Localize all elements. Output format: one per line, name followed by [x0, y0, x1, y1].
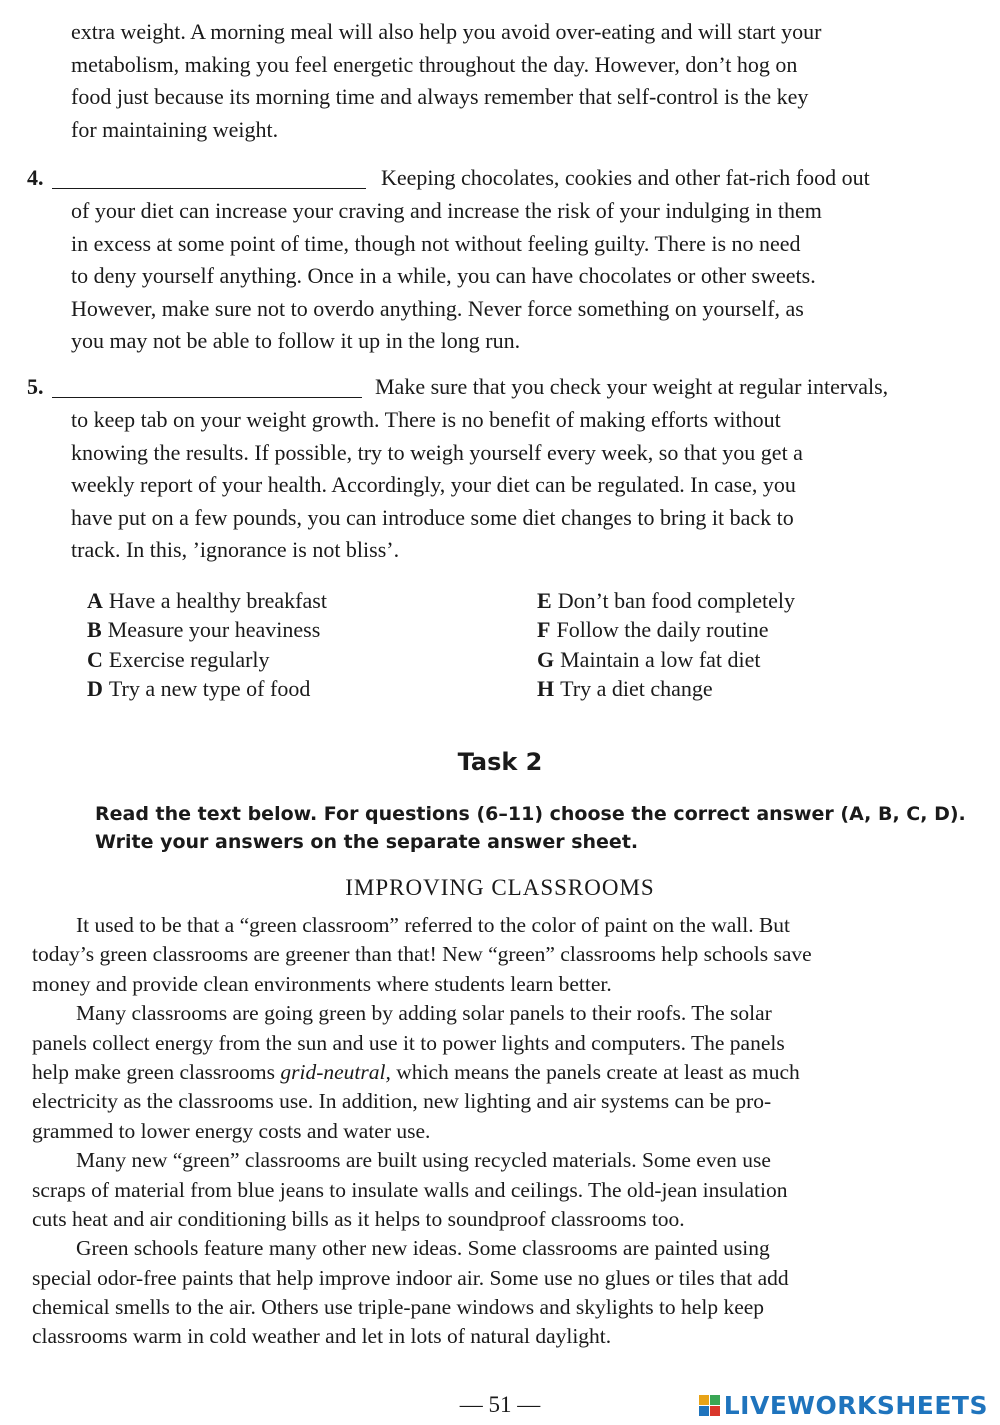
- option-d: D Try a new type of food: [87, 676, 311, 702]
- question-5-number: 5.: [27, 374, 44, 399]
- options-left-column: [87, 586, 327, 704]
- article-line: chemical smells to the air. Others use triple-pane windows and skylights to help keep: [32, 1295, 765, 1320]
- article-line: cuts heat and air conditioning bills as it helps to soundproof classrooms too.: [32, 1206, 685, 1231]
- article-line: help make green classrooms grid-neutral, which means the panels create at least as much: [32, 1059, 800, 1084]
- option-h: H Try a diet change: [537, 676, 713, 702]
- text-line: for maintaining weight.: [71, 116, 279, 142]
- text-line: in excess at some point of time, though not without feeling guilty. There is no need: [71, 230, 801, 256]
- grid-neutral-term: grid-neutral,: [280, 1059, 391, 1084]
- article-line: panels collect energy from the sun and use it to power lights and computers. The panels: [32, 1030, 785, 1055]
- text-line: track. In this, ’ignorance is not bliss’.: [71, 537, 400, 563]
- question-4-answer-blank[interactable]: [52, 188, 366, 189]
- article-line: scraps of material from blue jeans to insulate walls and ceilings. The old-jean insulation: [32, 1177, 788, 1202]
- question-4-paragraph: [71, 195, 965, 358]
- option-c: C Exercise regularly: [87, 646, 270, 672]
- text-line: weekly report of your health. Accordingly, your diet can be regulated. In case, you: [71, 472, 796, 498]
- text-line: you may not be able to follow it up in the long run.: [71, 328, 521, 354]
- article-line: Many classrooms are going green by adding solar panels to their roofs. The solar: [76, 1001, 772, 1026]
- option-e: E Don’t ban food completely: [537, 588, 795, 613]
- question-5-paragraph: [71, 404, 965, 567]
- instruction-line: Read the text below. For questions (6–11) choose the correct answer (A, B, C, D).: [95, 803, 966, 825]
- text-line: extra weight. A morning meal will also help you avoid over-eating and will start your: [71, 19, 822, 44]
- article-line: today’s green classrooms are greener than that! New “green” classrooms help schools save: [32, 942, 812, 967]
- logo-text: LIVEWORKSHEETS: [723, 1390, 988, 1420]
- article-title: IMPROVING CLASSROOMS: [345, 875, 655, 900]
- task-2-title: Task 2: [457, 748, 543, 776]
- task-2-instructions: [95, 800, 975, 856]
- text-line: metabolism, making you feel energetic throughout the day. However, don’t hog on: [71, 51, 798, 77]
- article-line: special odor-free paints that help improve indoor air. Some use no glues or tiles that add: [32, 1265, 789, 1290]
- question-5-first-line: Make sure that you check your weight at regular intervals,: [375, 374, 889, 399]
- article-body: [32, 911, 970, 1352]
- intro-paragraph: [71, 16, 965, 146]
- article-line: grammed to lower energy costs and water use.: [32, 1118, 431, 1143]
- article-line: money and provide clean environments where students learn better.: [32, 971, 612, 996]
- page-number: — 51 —: [459, 1392, 541, 1417]
- question-4-number: 4.: [27, 165, 44, 190]
- question-5-answer-blank[interactable]: [52, 397, 362, 398]
- option-a: A Have a healthy breakfast: [87, 588, 327, 613]
- options-right-column: [537, 586, 795, 704]
- option-g: G Maintain a low fat diet: [537, 646, 761, 672]
- text-line: of your diet can increase your craving and increase the risk of your indulging in them: [71, 198, 822, 223]
- text-line: However, make sure not to overdo anything. Never force something on yourself, as: [71, 295, 804, 321]
- text-line: to deny yourself anything. Once in a while, you can have chocolates or other sweets.: [71, 263, 816, 289]
- text-line: food just because its morning time and always remember that self-control is the key: [71, 84, 809, 110]
- logo-grid-icon: [699, 1395, 720, 1416]
- instruction-line: Write your answers on the separate answer sheet.: [95, 831, 639, 853]
- article-line: It used to be that a “green classroom” referred to the color of paint on the wall. But: [76, 913, 791, 937]
- option-f: F Follow the daily routine: [537, 617, 769, 643]
- text-line: have put on a few pounds, you can introduce some diet changes to bring it back to: [71, 504, 794, 530]
- article-line: electricity as the classrooms use. In addition, new lighting and air systems can be pro-: [32, 1089, 772, 1114]
- question-4-first-line: Keeping chocolates, cookies and other fat-rich food out: [381, 165, 870, 190]
- text-line: to keep tab on your weight growth. There is no benefit of making efforts without: [71, 407, 781, 432]
- article-line: Green schools feature many other new ideas. Some classrooms are painted using: [76, 1236, 770, 1261]
- option-b: B Measure your heaviness: [87, 617, 321, 643]
- article-line: classrooms warm in cold weather and let in lots of natural daylight.: [32, 1324, 612, 1349]
- article-line: Many new “green” classrooms are built using recycled materials. Some even use: [76, 1148, 771, 1173]
- liveworksheets-logo[interactable]: [699, 1388, 988, 1422]
- text-line: knowing the results. If possible, try to weigh yourself every week, so that you get a: [71, 439, 803, 465]
